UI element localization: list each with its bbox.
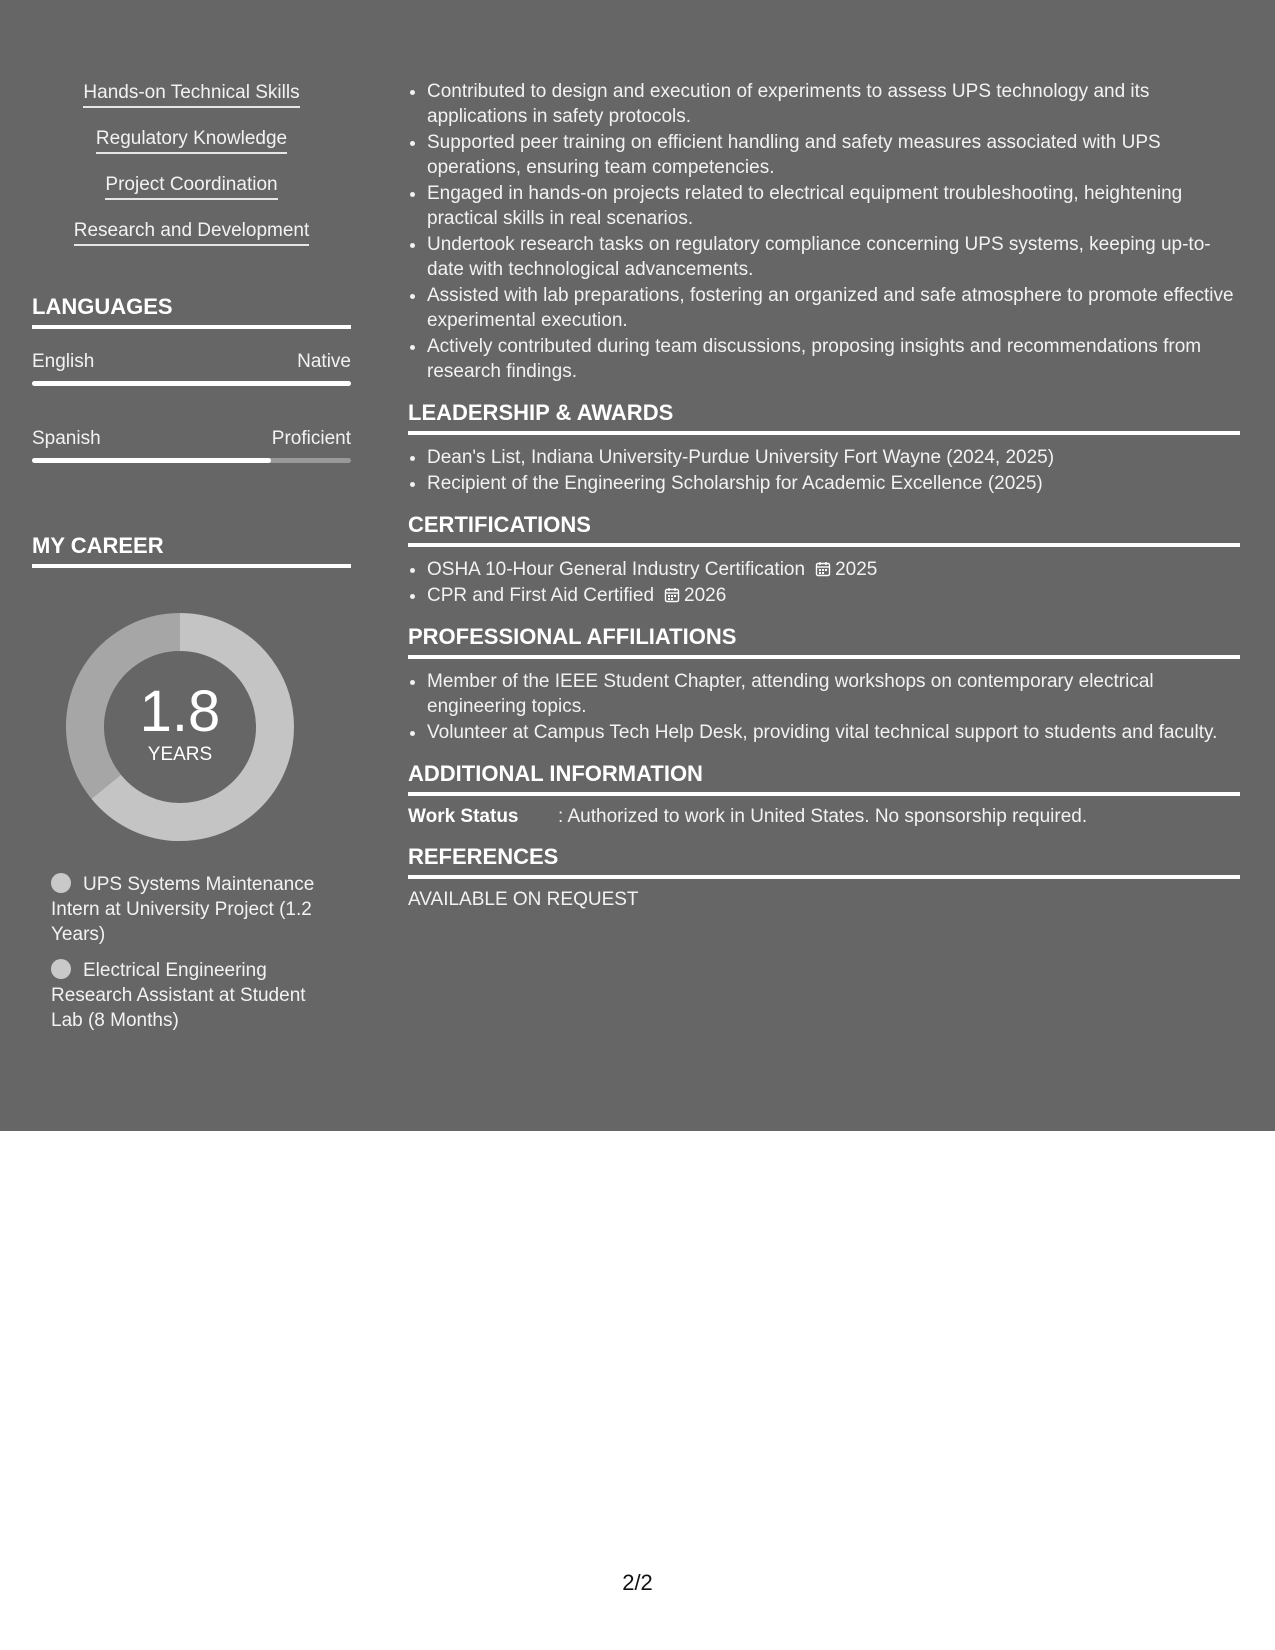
work-status-value: : Authorized to work in United States. No sponsorship required.	[558, 806, 1088, 827]
language-level-fill	[32, 381, 351, 386]
language-english	[32, 351, 351, 386]
leadership-heading: LEADERSHIP & AWARDS	[408, 400, 1240, 435]
leadership-item: • Dean's List, Indiana University-Purdue University Fort Wayne (2024, 2025)	[427, 445, 1240, 470]
skill-label: Regulatory Knowledge	[96, 127, 287, 154]
certification-name: CPR and First Aid Certified	[427, 585, 655, 606]
experience-bullet: • Supported peer training on efficient handling and safety measures associated with UPS operations, ensuring team competencies.	[427, 130, 1240, 180]
work-status-key: Work Status	[408, 806, 519, 827]
skill-label: Research and Development	[74, 219, 310, 246]
experience-bullet: • Actively contributed during team discussions, proposing insights and recommendations from research findings.	[427, 334, 1240, 384]
left-column	[32, 80, 351, 1044]
calendar-icon	[815, 561, 831, 577]
language-level: Native	[297, 351, 351, 372]
legend-dot-icon	[51, 959, 71, 979]
language-level-bar	[32, 458, 351, 463]
affiliations-heading: PROFESSIONAL AFFILIATIONS	[408, 624, 1240, 659]
skill-label: Hands-on Technical Skills	[83, 81, 299, 108]
language-name: English	[32, 351, 95, 372]
career-donut	[65, 612, 295, 842]
experience-bullet: • Assisted with lab preparations, fostering an organized and safe atmosphere to promote effective experimental execution.	[427, 283, 1240, 333]
certification-year: 2025	[835, 559, 878, 580]
certifications-heading: CERTIFICATIONS	[408, 512, 1240, 547]
leadership-list	[408, 445, 1240, 496]
language-name: Spanish	[32, 428, 101, 449]
skill-item	[32, 80, 351, 108]
career-legend-item	[51, 958, 321, 1033]
experience-bullet: • Engaged in hands-on projects related to electrical equipment troubleshooting, heightening practical skills in real scenarios.	[427, 181, 1240, 231]
experience-bullet: • Contributed to design and execution of experiments to assess UPS technology and its applications in safety protocols.	[427, 79, 1240, 129]
languages-heading: LANGUAGES	[32, 294, 351, 329]
skills-list	[32, 80, 351, 246]
work-status-row	[408, 806, 1240, 828]
career-legend-label: UPS Systems Maintenance Intern at University Project (1.2 Years)	[51, 874, 315, 945]
certification-item	[427, 557, 1240, 582]
career-legend-item	[51, 872, 321, 947]
certification-year: 2026	[684, 585, 727, 606]
language-level: Proficient	[271, 428, 351, 449]
career-legend	[32, 872, 321, 1033]
skill-item	[32, 126, 351, 154]
career-total: 1.8	[139, 679, 221, 744]
leadership-item: • Recipient of the Engineering Scholarship for Academic Excellence (2025)	[427, 471, 1240, 496]
language-spanish	[32, 428, 351, 463]
references-text: AVAILABLE ON REQUEST	[408, 889, 639, 910]
language-level-fill	[32, 458, 271, 463]
career-unit: YEARS	[147, 744, 213, 765]
certification-item	[427, 583, 1240, 608]
skill-item	[32, 172, 351, 200]
experience-bullet: • Undertook research tasks on regulatory compliance concerning UPS systems, keeping up-to-date with technological advancements.	[427, 232, 1240, 282]
skill-label: Project Coordination	[105, 173, 277, 200]
calendar-icon	[664, 587, 680, 603]
affiliation-item: • Volunteer at Campus Tech Help Desk, providing vital technical support to students and faculty.	[427, 720, 1240, 745]
additional-info-heading: ADDITIONAL INFORMATION	[408, 761, 1240, 796]
right-column	[408, 79, 1240, 911]
legend-dot-icon	[51, 873, 71, 893]
career-legend-label: Electrical Engineering Research Assistant at Student Lab (8 Months)	[51, 960, 306, 1031]
certification-name: OSHA 10-Hour General Industry Certification	[427, 559, 806, 580]
skill-item	[32, 218, 351, 246]
experience-bullets	[408, 79, 1240, 384]
affiliation-item: • Member of the IEEE Student Chapter, attending workshops on contemporary electrical engineering topics.	[427, 669, 1240, 719]
language-level-bar	[32, 381, 351, 386]
career-heading: MY CAREER	[32, 533, 351, 568]
language-row	[32, 428, 351, 450]
affiliations-list	[408, 669, 1240, 745]
references-heading: REFERENCES	[408, 844, 1240, 879]
language-row	[32, 351, 351, 373]
certifications-list	[408, 557, 1240, 608]
page-number: 2/2	[622, 1570, 653, 1595]
